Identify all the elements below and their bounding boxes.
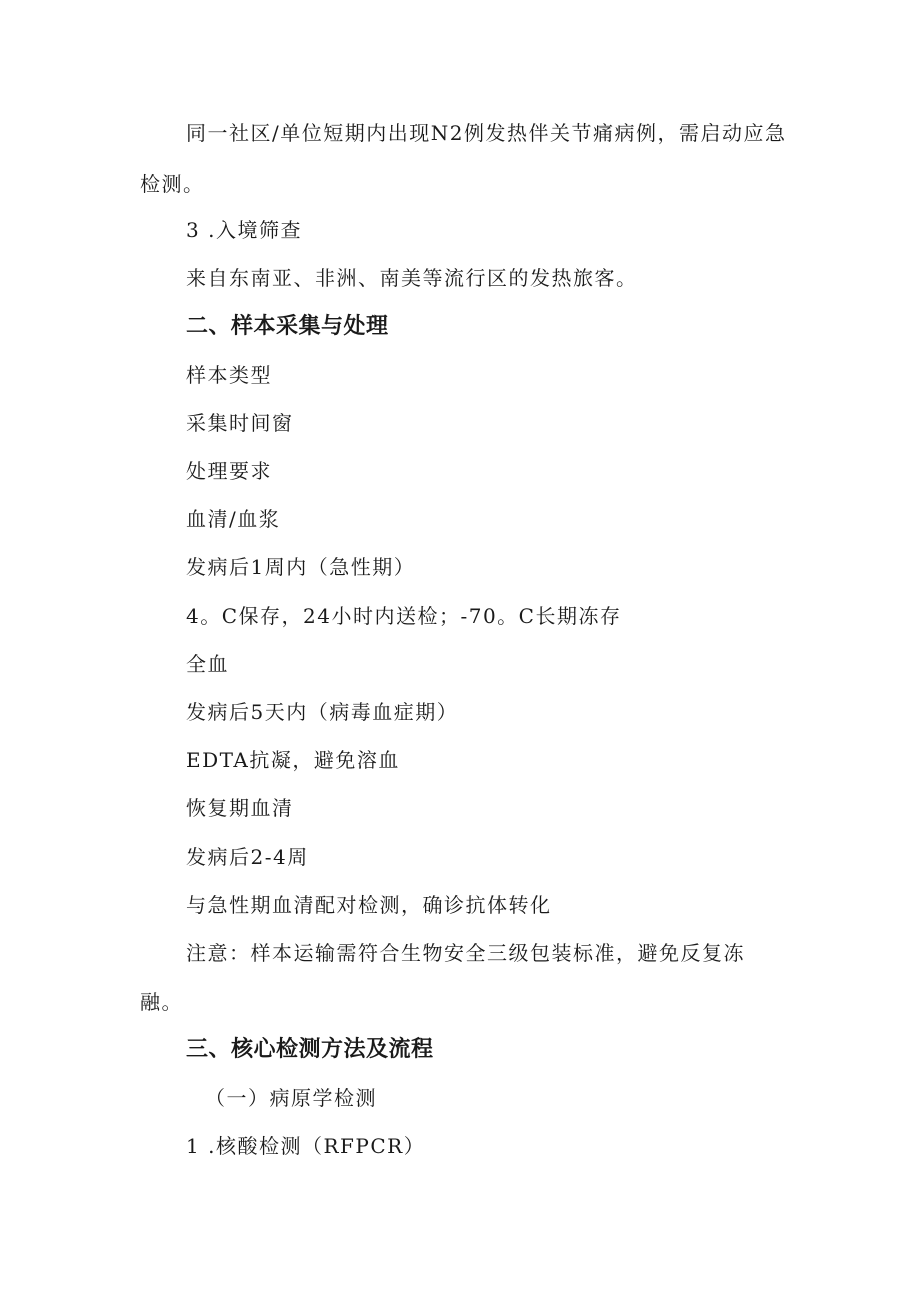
table-cell: 发病后1周内（急性期） [186, 555, 416, 579]
table-cell: 处理要求 [186, 459, 272, 483]
section-heading: 二、样本采集与处理 [186, 314, 389, 339]
table-cell: EDTA抗凝，避免溶血 [186, 748, 400, 772]
list-item-heading: 3 .入境筛查 [186, 218, 302, 242]
note-line: 注意：样本运输需符合生物安全三级包装标准，避免反复冻 [186, 941, 745, 965]
subsection-heading: （一）病原学检测 [205, 1086, 377, 1110]
table-cell: 恢复期血清 [186, 796, 294, 820]
table-cell: 4。C保存，24小时内送检；-70。C长期冻存 [186, 604, 622, 628]
table-cell: 与急性期血清配对检测，确诊抗体转化 [186, 893, 552, 917]
list-item-heading: 1 .核酸检测（RFPCR） [186, 1134, 426, 1158]
table-cell: 发病后2-4周 [186, 845, 309, 869]
paragraph-line: 同一社区/单位短期内出现N2例发热伴关节痛病例，需启动应急 [186, 121, 787, 145]
paragraph-line: 来自东南亚、非洲、南美等流行区的发热旅客。 [186, 266, 638, 290]
paragraph-line: 检测。 [140, 172, 205, 196]
table-cell: 血清/血浆 [186, 507, 281, 531]
note-line: 融。 [140, 990, 183, 1014]
table-cell: 样本类型 [186, 363, 272, 387]
table-cell: 发病后5天内（病毒血症期） [186, 700, 459, 724]
section-heading: 三、核心检测方法及流程 [186, 1037, 434, 1062]
table-cell: 采集时间窗 [186, 411, 294, 435]
table-cell: 全血 [186, 652, 229, 676]
